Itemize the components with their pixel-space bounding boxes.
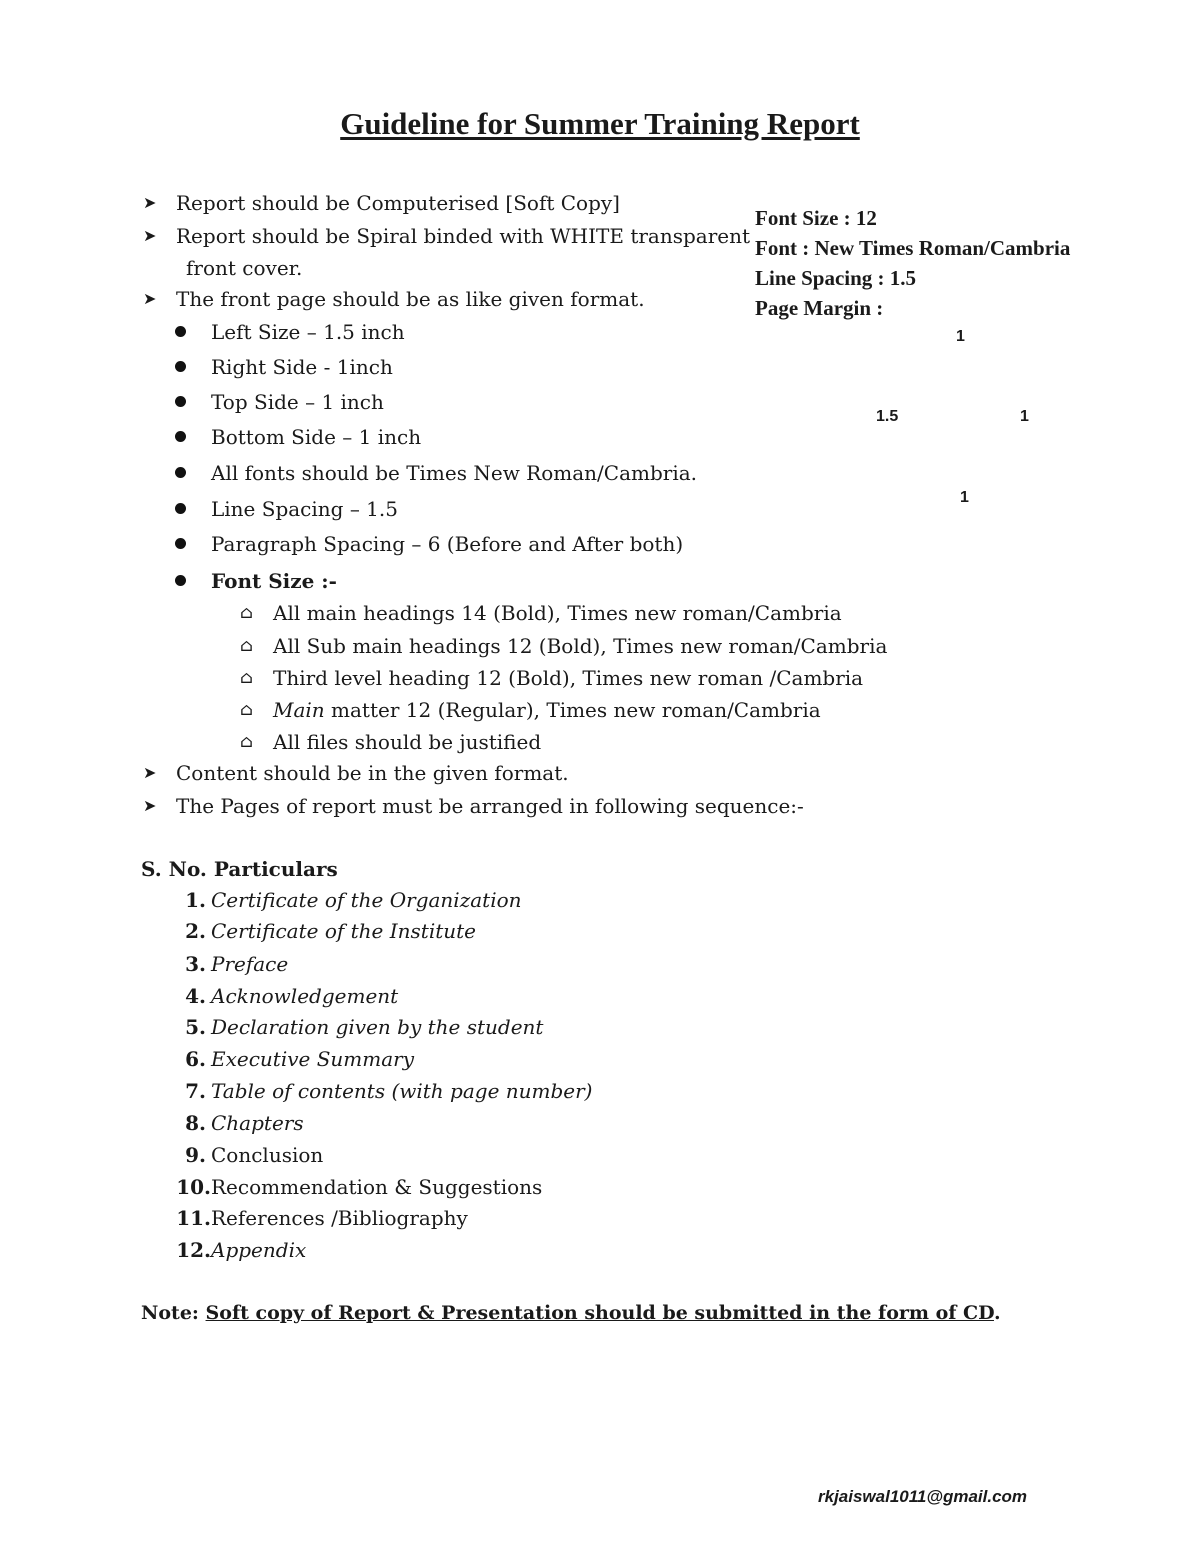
sequence-number: 1.: [185, 888, 206, 912]
sequence-number: 10.: [176, 1175, 211, 1199]
main-word: Main: [273, 698, 325, 722]
list-item: All fonts should be Times New Roman/Cambria.: [211, 461, 698, 485]
list-item: Third level heading 12 (Bold), Times new roman /Cambria: [273, 666, 864, 690]
note: [141, 1302, 1001, 1324]
arrow-bullet-icon: ➤: [143, 226, 157, 245]
page-title: Guideline for Summer Training Report: [340, 106, 860, 141]
font-size-heading: Font Size :-: [211, 569, 337, 593]
margin-left-value: 1.5: [876, 408, 899, 425]
sequence-header: S. No. Particulars: [141, 857, 338, 881]
list-item: Bottom Side – 1 inch: [211, 425, 422, 449]
round-bullet-icon: [175, 396, 186, 407]
sequence-item: Chapters: [211, 1111, 304, 1135]
arrow-bullet-icon: ➤: [143, 763, 157, 782]
sequence-item: Preface: [211, 952, 289, 976]
house-bullet-icon: ⌂: [240, 668, 253, 688]
round-bullet-icon: [175, 503, 186, 514]
house-bullet-icon: ⌂: [240, 636, 253, 656]
sequence-item: Appendix: [211, 1238, 307, 1262]
sequence-item: Executive Summary: [211, 1047, 415, 1071]
sequence-number: 11.: [176, 1206, 211, 1230]
sidebox-line-spacing: Line Spacing : 1.5: [755, 266, 917, 290]
list-item: Right Side - 1inch: [211, 355, 393, 379]
round-bullet-icon: [175, 467, 186, 478]
sequence-number: 3.: [185, 952, 206, 976]
list-item: Line Spacing – 1.5: [211, 497, 398, 521]
bullet-item: The Pages of report must be arranged in following sequence:-: [176, 794, 804, 818]
arrow-bullet-icon: ➤: [143, 193, 157, 212]
footer-email: rkjaiswal1011@gmail.com: [818, 1487, 1028, 1506]
bullet-item: The front page should be as like given format.: [176, 287, 645, 311]
bullet-item: Report should be Spiral binded with WHITE transparent: [176, 224, 751, 248]
sequence-item: Certificate of the Organization: [211, 888, 522, 912]
round-bullet-icon: [175, 538, 186, 549]
sequence-number: 2.: [185, 919, 206, 943]
sequence-number: 9.: [185, 1143, 206, 1167]
sequence-number: 5.: [185, 1015, 206, 1039]
sequence-item: References /Bibliography: [211, 1206, 468, 1230]
list-item: All Sub main headings 12 (Bold), Times new roman/Cambria: [273, 634, 888, 658]
note-end: .: [993, 1302, 1001, 1324]
note-text: Soft copy of Report & Presentation should be submitted in the form of CD: [205, 1302, 994, 1324]
sequence-item: Declaration given by the student: [211, 1015, 544, 1039]
margin-bottom-value: 1: [960, 489, 969, 506]
round-bullet-icon: [175, 575, 186, 586]
sequence-number: 8.: [185, 1111, 206, 1135]
sequence-item: Certificate of the Institute: [211, 919, 477, 943]
round-bullet-icon: [175, 361, 186, 372]
house-bullet-icon: ⌂: [240, 732, 253, 752]
list-item: All main headings 14 (Bold), Times new roman/Cambria: [273, 601, 842, 625]
list-item: Paragraph Spacing – 6 (Before and After both): [211, 532, 684, 556]
list-item: Top Side – 1 inch: [211, 390, 384, 414]
house-bullet-icon: ⌂: [240, 700, 253, 720]
sidebox-font-size: Font Size : 12: [755, 206, 877, 230]
bullet-item: Report should be Computerised [Soft Copy]: [176, 191, 620, 215]
sidebox-page-margin: Page Margin :: [755, 296, 884, 320]
list-item: Left Size – 1.5 inch: [211, 320, 405, 344]
sequence-number: 12.: [176, 1238, 211, 1262]
sequence-item: Table of contents (with page number): [211, 1079, 593, 1103]
sidebox-font: Font : New Times Roman/Cambria: [755, 236, 1071, 260]
sequence-item: Acknowledgement: [211, 984, 399, 1008]
margin-right-value: 1: [1020, 408, 1029, 425]
bullet-item-continuation: front cover.: [186, 256, 303, 280]
house-bullet-icon: ⌂: [240, 603, 253, 623]
margin-top-value: 1: [956, 328, 965, 345]
note-label: Note:: [141, 1302, 206, 1324]
main-matter-text: matter 12 (Regular), Times new roman/Cambria: [324, 698, 821, 722]
round-bullet-icon: [175, 431, 186, 442]
round-bullet-icon: [175, 326, 186, 337]
arrow-bullet-icon: ➤: [143, 796, 157, 815]
bullet-item: Content should be in the given format.: [176, 761, 569, 785]
sequence-item: Recommendation & Suggestions: [211, 1175, 543, 1199]
list-item: [273, 698, 821, 722]
sequence-number: 7.: [185, 1079, 206, 1103]
sequence-number: 6.: [185, 1047, 206, 1071]
sequence-item: Conclusion: [211, 1143, 324, 1167]
sequence-number: 4.: [185, 984, 206, 1008]
list-item: All files should be justified: [273, 730, 542, 754]
arrow-bullet-icon: ➤: [143, 289, 157, 308]
